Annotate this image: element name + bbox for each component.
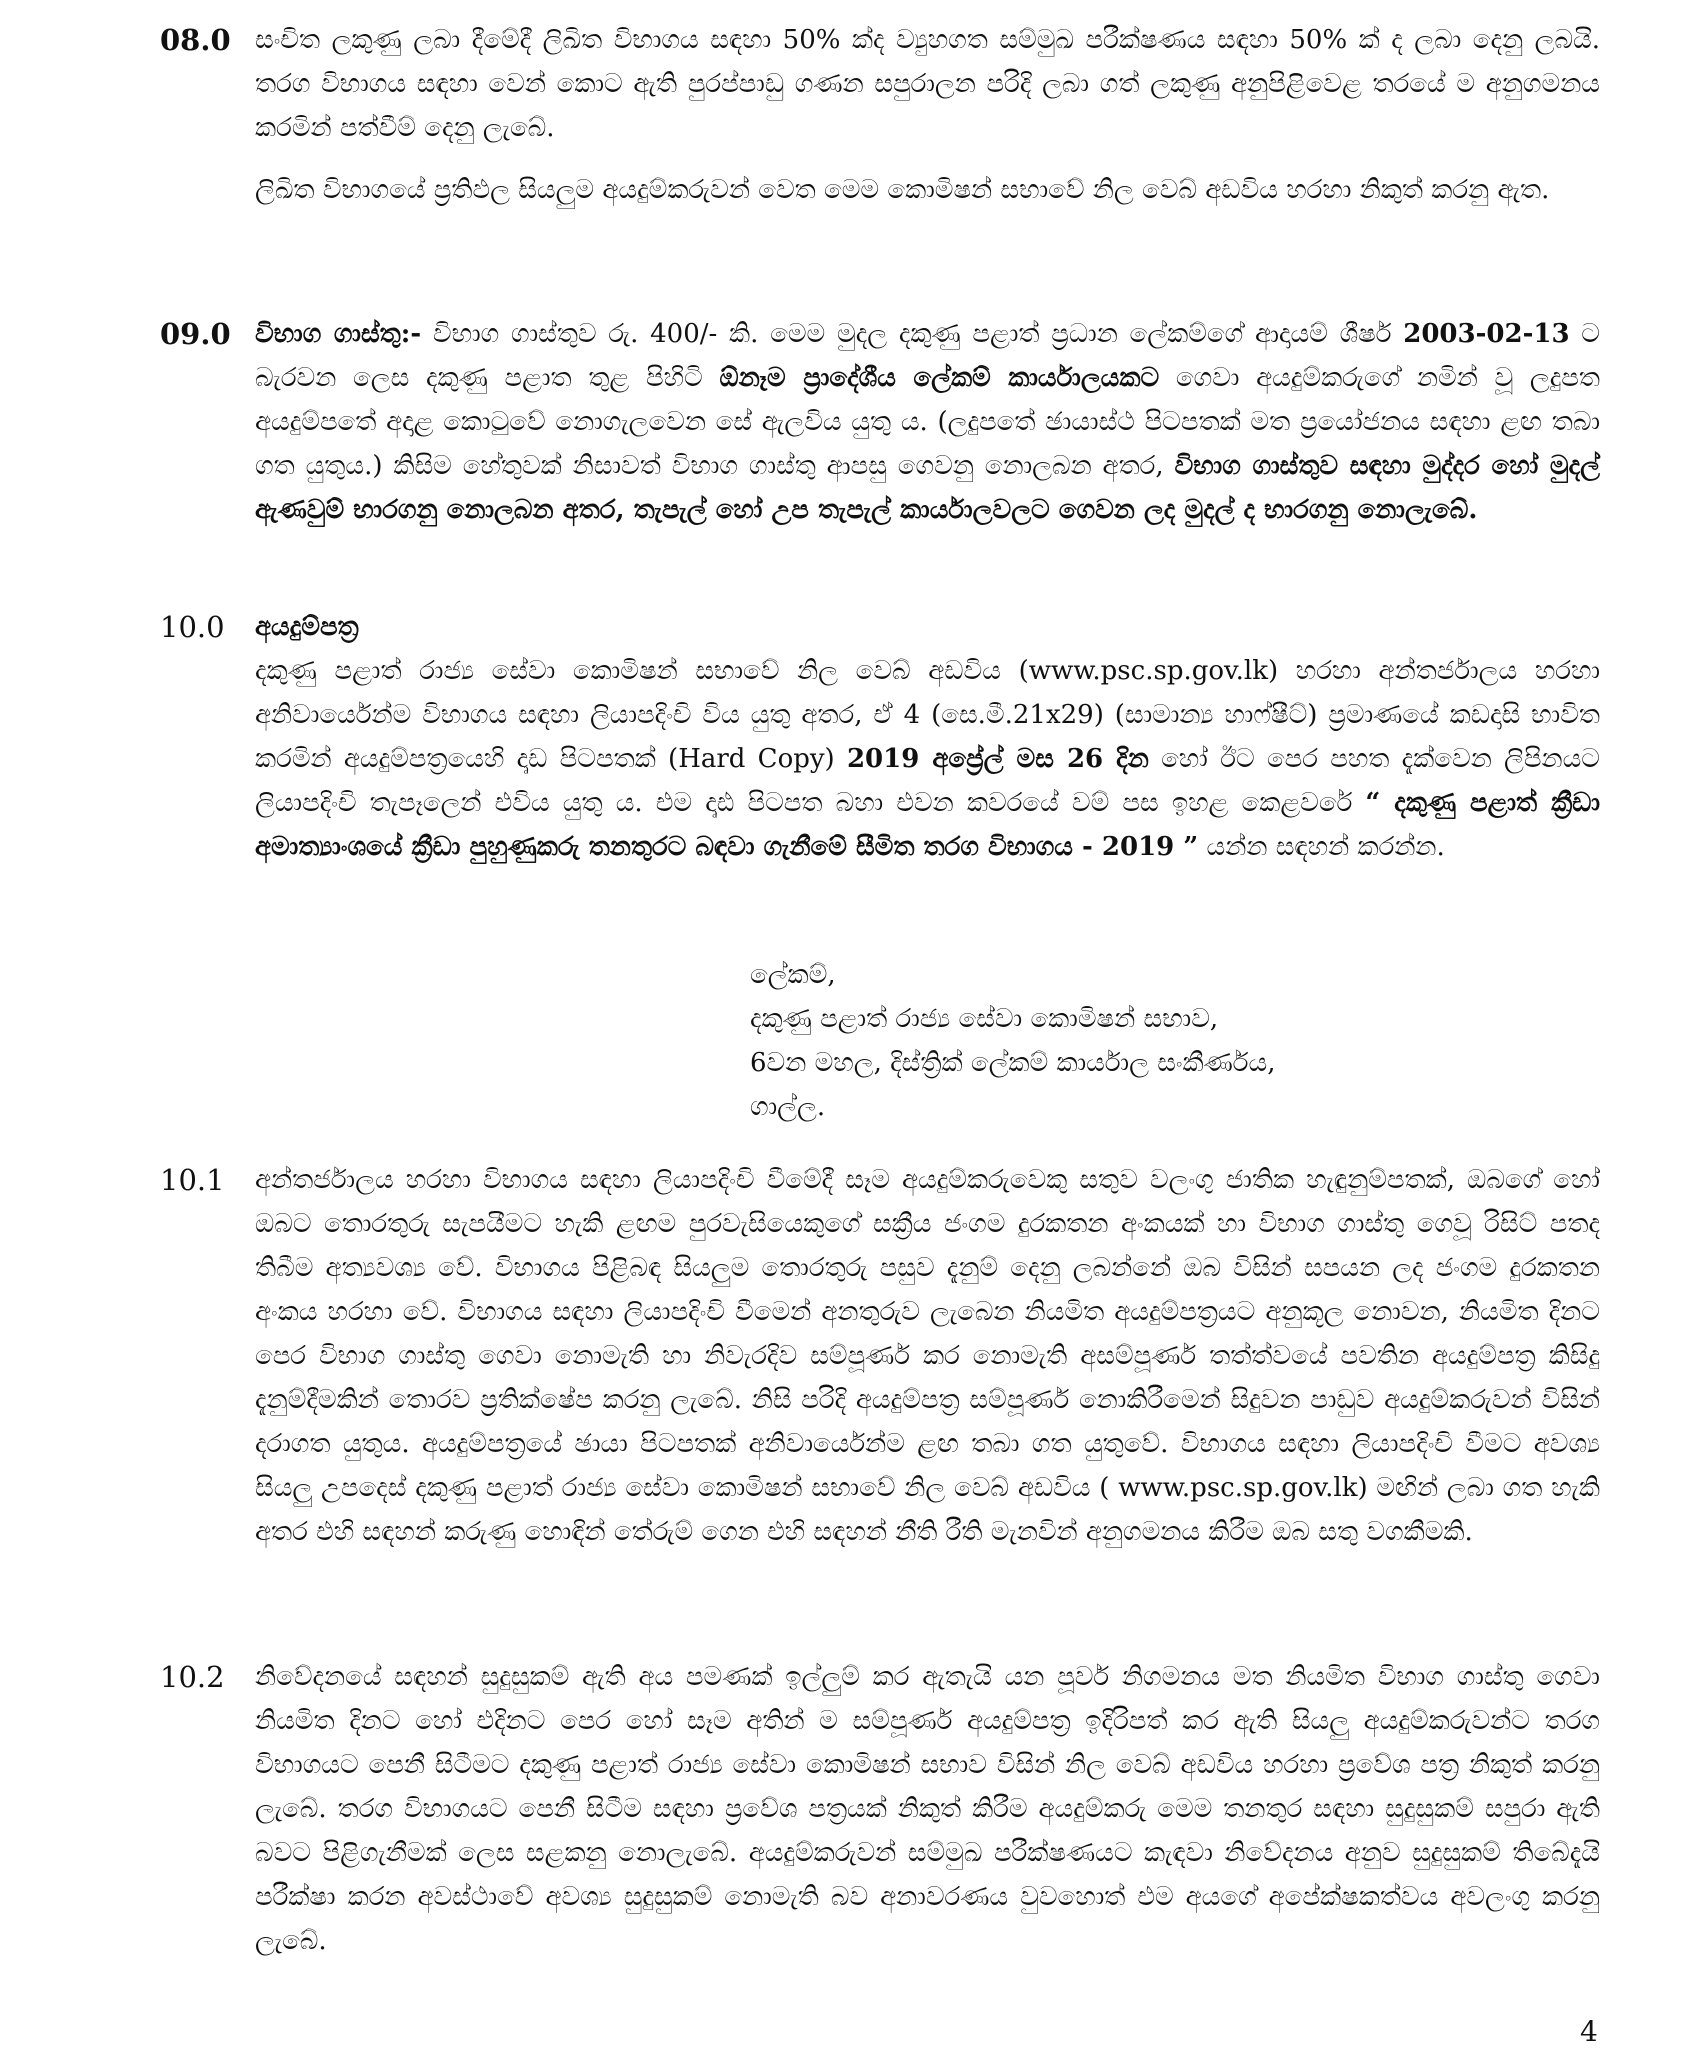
office-emphasis: ඕනෑම ප්‍රාදේශීය ලේකම් කාර්යාලයකට xyxy=(719,363,1160,393)
paragraph xyxy=(255,312,1600,532)
deadline-date: 2019 අප්‍රේල් මස 26 දින xyxy=(846,744,1149,774)
section-number: 09.0 xyxy=(160,317,231,351)
postal-address xyxy=(750,953,1275,1129)
section-number: 10.1 xyxy=(160,1163,225,1197)
envelope-label: “ දකුණු පළාත් ක්‍රීඩා අමාත්‍යාංශයේ ක්‍රීඩා පුහුණුකරු තනතුරට බඳවා ගැනීමේ සීමිත තරග විභාගය - 2019 ” xyxy=(255,788,1600,862)
address-line: දකුණු පළාත් රාජ්‍ය සේවා කොමිෂන් සභාව, xyxy=(750,1004,1219,1034)
text-run: විභාග ගාස්තුව රු. 400/- කි. මෙම මුදල දකුණු පළාත් ප්‍රධාන ලේකම්ගේ ආදායම් ශීර්ෂ xyxy=(421,319,1404,349)
text-run: දකුණු පළාත් රාජ්‍ය සේවා කොමිෂන් සභාවේ නිල වෙබ් අඩවිය (www.psc.sp.gov.lk) හරහා අන්තර්ජාලය හරහා අනිවාර්යෙන්ම විභාගය සඳහා ලියාපදිංචි විය යුතු අතර, ඒ 4 (සෙ.මී.21x29) (සාමාන්‍ය හාෆ්ෂීට්) ප්‍රමාණයේ කඩදාසි භාවිත කරමින් අයදුම්පත්‍රයෙහි දෘඩ පිටපතක් (Hard Copy) xyxy=(255,656,1600,774)
address-line: ගාල්ල. xyxy=(750,1092,826,1122)
section-number: 10.0 xyxy=(160,610,225,644)
section-body xyxy=(255,1655,1600,1963)
paragraph: සංචිත ලකුණු ලබා දීමේදී ලිඛිත විභාගය සඳහා 50% ක්ද ව්‍යුහගත සම්මුඛ පරීක්ෂණය සඳහා 50% ක් ද ලබා දෙනු ලබයි. තරග විභාගය සඳහා වෙන් කොට ඇති පුරප්පාඩු ගණන සපුරාලන පරිදි ලබා ගත් ලකුණු අනුපිළිවෙළ තරයේ ම අනුගමනය කරමින් පත්වීම් දෙනු ලැබේ. xyxy=(255,25,1600,143)
section-body xyxy=(255,605,1600,869)
paragraph: ලිඛිත විභාගයේ ප්‍රතිඵල සියලුම අයදුම්කරුවන් වෙත මෙම කොමිෂන් සභාවේ නිල වෙබ් අඩවිය හරහා නිකුත් කරනු ඇත. xyxy=(255,175,1550,205)
text-run: ගෙවා අයදුම්කරුගේ නමින් වූ ලදුපත අයදුම්පතේ අදාළ කොටුවේ නොගැලවෙන සේ ඇලවිය යුතු ය. (ලදුපතේ ඡායාස්ථ පිටපතක් මත ප්‍රයෝජනය සඳහා ළඟ තබා ගත යුතුය.) කිසිම හේතුවක් නිසාවත් විභාග ගාස්තු ආපසු ගෙවනු නොලබන අතර, xyxy=(255,363,1600,481)
paragraph: නිවේදනයේ සඳහන් සුදුසුකම් ඇති අය පමණක් ඉල්ලුම් කර ඇතැයි යන පූර්ව නිගමනය මත නියමිත විභාග ගාස්තු ගෙවා නියමිත දිනට හෝ එදිනට පෙර හෝ සෑම අතින් ම සම්පූර්ණ අයදුම්පත්‍ර ඉදිරිපත් කර ඇති සියලු අයදුම්කරුවන්ට තරග විභාගයට පෙනී සිටීමට දකුණු පළාත් රාජ්‍ය සේවා කොමිෂන් සභාව විසින් නිල වෙබ් අඩවිය හරහා ප්‍රවේශ පත්‍ර නිකුත් කරනු ලැබේ. තරග විභාගයට පෙනී සිටීම සඳහා ප්‍රවේශ පත්‍රයක් නිකුත් කිරීම අයදුම්කරු මෙම තනතුර සඳහා සුදුසුකම් සපුරා ඇති බවට පිළිගැනීමක් ලෙස සළකනු නොලැබේ. අයදුම්කරුවන් සම්මුඛ පරීක්ෂණයට කැඳවා නිවේදනය අනුව සුදුසුකම් තිබේදැයි පරීක්ෂා කරන අවස්ථාවේ අවශ්‍ය සුදුසුකම් නොමැති බව අනාවරණය වුවහොත් එම අයගේ අපේක්ෂකත්වය අවලංගු කරනු ලැබේ. xyxy=(255,1662,1600,1956)
address-line: 6වන මහල, දිස්ත්‍රික් ලේකම් කාර්යාල සංකීර්ණය, xyxy=(750,1048,1276,1078)
paragraph: අන්තර්ජාලය හරහා විභාගය සඳහා ලියාපදිංචි වීමේදී සෑම අයදුම්කරුවෙකු සතුව වලංගු ජාතික හැඳුනුම්පතක්, ඔබගේ හෝ ඔබට තොරතුරු සැපයීමට හැකි ළඟම පුරවැසියෙකුගේ සක්‍රීය ජංගම දුරකතන අංකයක් හා විභාග ගාස්තු ගෙවූ රිසිට් පතද තිබීම අත්‍යවශ්‍ය වේ. විභාගය පිළිබඳ සියලුම තොරතුරු පසුව දැනුම් දෙනු ලබන්නේ ඔබ විසින් සපයන ලද ජංගම දුරකතන අංකය හරහා වේ. විභාගය සඳහා ලියාපදිංචි වීමෙන් අනතුරුව ලැබෙන නියමිත අයදුම්පත්‍රයට අනුකූල නොවන, නියමිත දිනට පෙර විභාග ගාස්තු ගෙවා නොමැති හා නිවැරදිව සම්පූර්ණ කර නොමැති අසම්පූර්ණ තත්ත්වයේ පවතින අයදුම්පත්‍ර කිසිදු දැනුම්දීමකින් තොරව ප්‍රතික්ෂේප කරනු ලැබේ. නිසි පරිදි අයදුම්පත්‍ර සම්පූර්ණ නොකිරීමෙන් සිදුවන පාඩුව අයදුම්කරුවන් විසින් දරාගත යුතුය. අයදුම්පත්‍රයේ ඡායා පිටපතක් අනිවාර්යෙන්ම ළඟ තබා ගත යුතුවේ. විභාගය සඳහා ලියාපදිංචි වීමට අවශ්‍ය සියලු උපදෙස් දකුණු පළාත් රාජ්‍ය සේවා කොමිෂන් සභාවේ නිල වෙබ් අඩවිය ( www.psc.sp.gov.lk) මඟින් ලබා ගත හැකි අතර එහි සඳහන් කරුණු හොඳින් තේරුම් ගෙන එහි සඳහන් නීති රීති මැනවින් අනුගමනය කිරීම ඔබ සතු වගකීමකි. xyxy=(255,1165,1600,1547)
text-run: යන්න සඳහන් කරන්න. xyxy=(1198,832,1445,862)
exam-fee-heading: විභාග ගාස්තු:- xyxy=(255,319,422,349)
text-run: ට බැරවන ලෙස දකුණු පළාත තුළ පිහිටි xyxy=(255,319,1601,393)
page-number: 4 xyxy=(1580,2015,1598,2048)
section-title: අයදුම්පත්‍ර xyxy=(255,612,359,642)
payment-restriction: විභාග ගාස්තුව සඳහා මුද්දර හෝ මුදල් ඇණවුම් භාරගනු නොලබන අතර, තැපැල් හෝ උප තැපැල් කාර්යාලවලට ගෙවන ලද මුදල් ද භාරගනු නොලැබේ. xyxy=(255,451,1600,525)
section-body xyxy=(255,312,1600,532)
section-number: 08.0 xyxy=(160,23,231,57)
paragraph xyxy=(255,649,1600,869)
address-line: ලේකම්, xyxy=(750,960,836,990)
section-number: 10.2 xyxy=(160,1660,225,1694)
revenue-head-code: 2003-02-13 xyxy=(1403,319,1570,349)
section-body xyxy=(255,1158,1600,1554)
section-body xyxy=(255,18,1600,212)
text-run: හෝ ඊට පෙර පහත දැක්වෙන ලිපිනයට ලියාපදිංචි තැපෑලෙන් එවිය යුතු ය. එම දෘඪ පිටපත බහා එවන කවරයේ වම් පස ඉහළ කෙළවරේ xyxy=(255,744,1600,818)
